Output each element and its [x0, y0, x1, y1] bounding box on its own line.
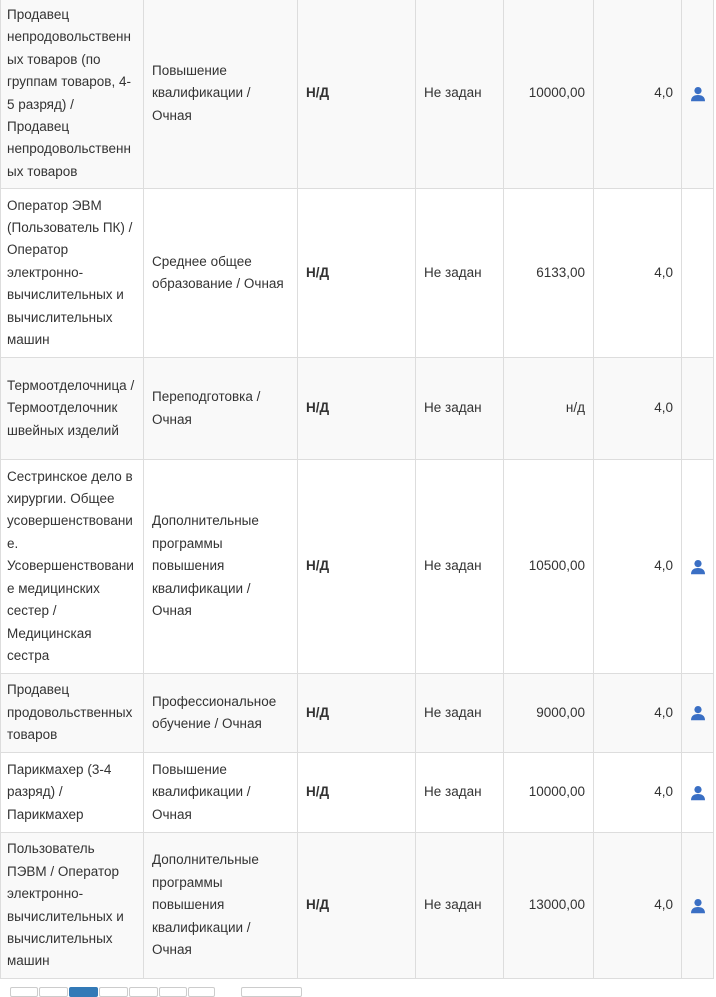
action-cell	[682, 753, 714, 833]
level-value: Н/Д	[298, 358, 416, 460]
course-name: Сестринское дело в хирургии. Общее усовершенствование. Усовершенствование медицинских сестер / Медицинская сестра	[1, 460, 144, 674]
page-size-select[interactable]	[241, 987, 302, 997]
rating-value: 4,0	[594, 674, 682, 753]
action-cell	[682, 358, 714, 460]
user-icon[interactable]	[690, 785, 706, 801]
action-cell	[682, 189, 714, 358]
price-value: 6133,00	[504, 189, 594, 358]
pagination	[0, 984, 716, 994]
start-date: Не задан	[416, 189, 504, 358]
page-button[interactable]	[39, 987, 68, 997]
level-value: Н/Д	[298, 189, 416, 358]
rating-value: 4,0	[594, 753, 682, 833]
table-row	[1, 460, 714, 674]
start-date: Не задан	[416, 833, 504, 979]
program-type: Дополнительные программы повышения квалификации / Очная	[144, 460, 298, 674]
page-button[interactable]	[99, 987, 128, 997]
table-row	[1, 674, 714, 753]
user-icon[interactable]	[690, 705, 706, 721]
table-row	[1, 358, 714, 460]
action-cell	[682, 0, 714, 189]
price-value: 13000,00	[504, 833, 594, 979]
level-value: Н/Д	[298, 460, 416, 674]
program-type: Дополнительные программы повышения квалификации / Очная	[144, 833, 298, 979]
user-icon[interactable]	[690, 559, 706, 575]
user-icon[interactable]	[690, 898, 706, 914]
price-value: н/д	[504, 358, 594, 460]
price-value: 10500,00	[504, 460, 594, 674]
program-type: Переподготовка / Очная	[144, 358, 298, 460]
start-date: Не задан	[416, 460, 504, 674]
course-name: Продавец продовольственных товаров	[1, 674, 144, 753]
table-row	[1, 833, 714, 979]
level-value: Н/Д	[298, 674, 416, 753]
course-name: Продавец непродовольственных товаров (по группам товаров, 4-5 разряд) / Продавец непродовольственных товаров	[1, 0, 144, 189]
course-name: Оператор ЭВМ (Пользователь ПК) / Оператор электронно-вычислительных и вычислительных машин	[1, 189, 144, 358]
level-value: Н/Д	[298, 753, 416, 833]
rating-value: 4,0	[594, 833, 682, 979]
start-date: Не задан	[416, 358, 504, 460]
start-date: Не задан	[416, 674, 504, 753]
level-value: Н/Д	[298, 0, 416, 189]
page-button[interactable]	[188, 987, 215, 997]
table-row	[1, 753, 714, 833]
user-icon[interactable]	[690, 86, 706, 102]
action-cell	[682, 674, 714, 753]
level-value: Н/Д	[298, 833, 416, 979]
start-date: Не задан	[416, 753, 504, 833]
price-value: 10000,00	[504, 0, 594, 189]
course-name: Термоотделочница / Термоотделочник швейных изделий	[1, 358, 144, 460]
course-name: Парикмахер (3-4 разряд) / Парикмахер	[1, 753, 144, 833]
page-button[interactable]	[10, 987, 38, 997]
rating-value: 4,0	[594, 358, 682, 460]
table-row	[1, 0, 714, 189]
price-value: 10000,00	[504, 753, 594, 833]
table-row	[1, 189, 714, 358]
course-name: Пользователь ПЭВМ / Оператор электронно-вычислительных и вычислительных машин	[1, 833, 144, 979]
program-type: Повышение квалификации / Очная	[144, 753, 298, 833]
table-body	[1, 0, 714, 979]
program-type: Повышение квалификации / Очная	[144, 0, 298, 189]
program-type: Среднее общее образование / Очная	[144, 189, 298, 358]
page-button[interactable]	[129, 987, 158, 997]
program-type: Профессиональное обучение / Очная	[144, 674, 298, 753]
page-button-active[interactable]	[69, 987, 98, 997]
action-cell	[682, 460, 714, 674]
action-cell	[682, 833, 714, 979]
rating-value: 4,0	[594, 0, 682, 189]
page-button[interactable]	[159, 987, 187, 997]
rating-value: 4,0	[594, 460, 682, 674]
start-date: Не задан	[416, 0, 504, 189]
price-value: 9000,00	[504, 674, 594, 753]
rating-value: 4,0	[594, 189, 682, 358]
